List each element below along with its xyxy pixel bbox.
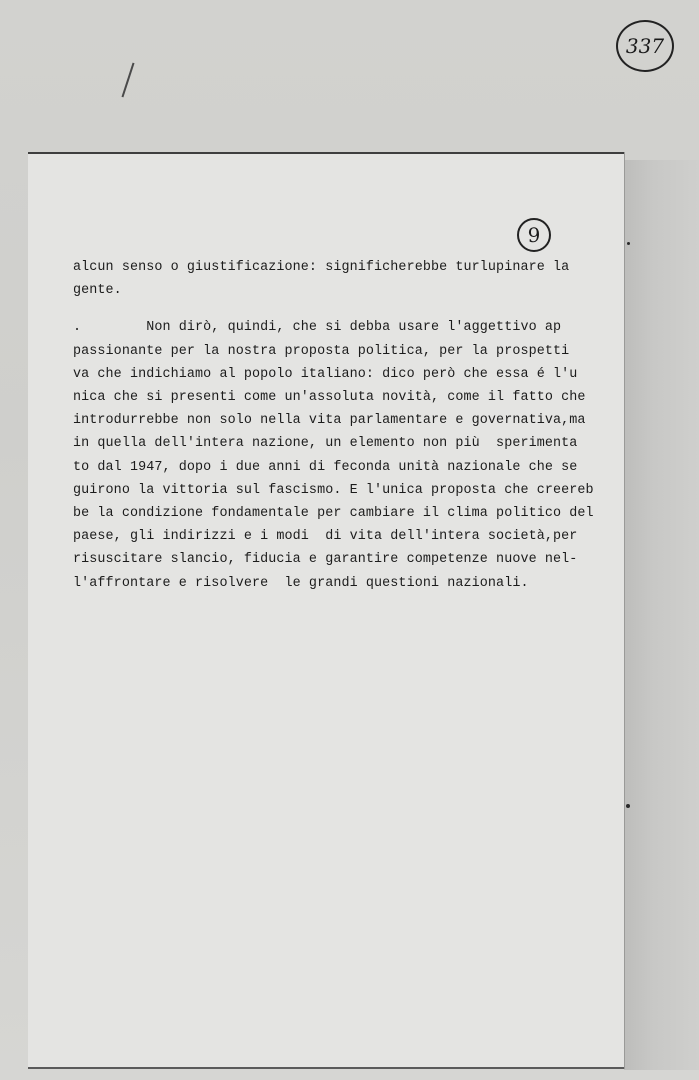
text-line: in quella dell'intera nazione, un elemento non più sperimenta bbox=[73, 436, 578, 452]
page-number-circled: 9 bbox=[517, 218, 551, 252]
paragraph-1 bbox=[73, 256, 613, 302]
text-line: guirono la vittoria sul fascismo. E l'unica proposta che creereb bbox=[73, 482, 594, 498]
text-line: . Non dirò, quindi, che si debba usare l'aggettivo ap bbox=[73, 320, 562, 336]
text-line: gente. bbox=[73, 283, 122, 299]
text-line: l'affrontare e risolvere le grandi questioni nazionali. bbox=[73, 575, 529, 591]
typewritten-text-body bbox=[73, 256, 613, 595]
text-line: alcun senso o giustificazione: significherebbe turlupinare la bbox=[73, 260, 570, 275]
paragraph-2 bbox=[73, 316, 613, 594]
underlying-page-edge bbox=[624, 160, 699, 1070]
text-line: risuscitare slancio, fiducia e garantire competenze nuove nel- bbox=[73, 552, 578, 568]
text-line: passionante per la nostra proposta politica, per la prospetti bbox=[73, 343, 570, 359]
margin-ink-dot bbox=[627, 242, 630, 245]
text-line: be la condizione fondamentale per cambiare il clima politico del bbox=[73, 506, 594, 522]
folio-number-circled: 337 bbox=[616, 20, 674, 72]
text-line: to dal 1947, dopo i due anni di feconda unità nazionale che se bbox=[73, 459, 578, 475]
text-line: va che indichiamo al popolo italiano: dico però che essa é l'u bbox=[73, 366, 578, 382]
text-line: paese, gli indirizzi e i modi di vita dell'intera società,per bbox=[73, 529, 578, 545]
margin-ink-dot bbox=[626, 804, 630, 808]
text-line: introdurrebbe non solo nella vita parlamentare e governativa,ma bbox=[73, 413, 586, 429]
text-line: nica che si presenti come un'assoluta novità, come il fatto che bbox=[73, 390, 586, 406]
